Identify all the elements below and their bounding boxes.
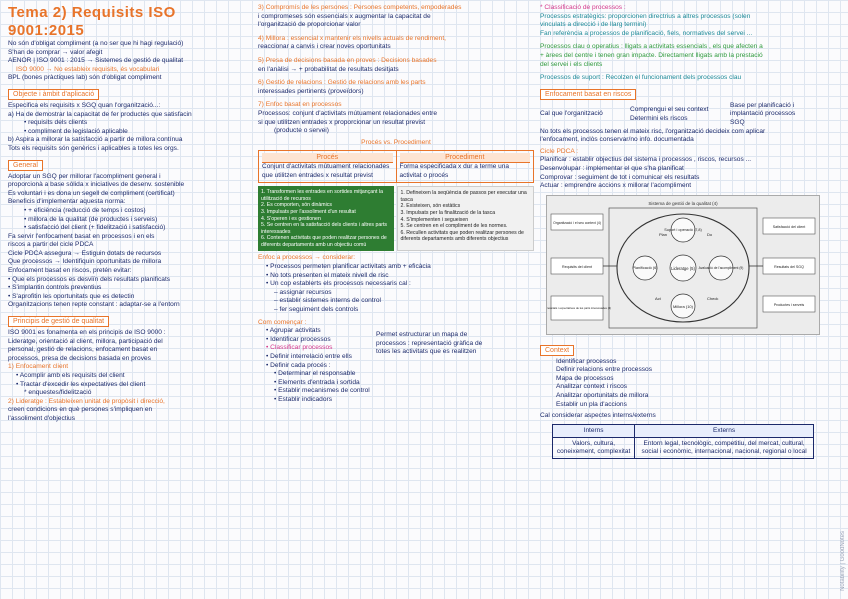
riscos-mid-line: Comprengui el seu context <box>630 106 709 114</box>
proces-column <box>259 151 397 182</box>
general-line: Cicle PDCA assegura → Estiguin dotats de recursos <box>8 249 162 257</box>
procediment-char: 4. S'implementen i segueixen <box>400 216 469 223</box>
page-title: Tema 2) Requisits ISO 9001:2015 <box>8 4 176 39</box>
general-line: • + eficiència (reducció de temps i costos) <box>24 206 146 214</box>
comencar-note-line: processos : representació gràfica de <box>376 339 483 347</box>
principis-line: personal, gestió de relacions, enfocament basat en <box>8 346 158 354</box>
comencar-line: • Establir indicadors <box>274 395 333 403</box>
riscos-right-line: SGQ <box>730 118 745 126</box>
proces-char: 5. Se centren en la satisfacció dels clients i altres parts interessades <box>261 222 388 235</box>
principis-line: • Acomplir amb els requisits del client <box>16 372 125 379</box>
support-label: Suport i operació (7,8) <box>664 227 702 232</box>
riscos-right-line: Base per planificació i <box>730 101 795 109</box>
intro-line: No són d'obligat compliment (a no ser que hi hagi regulació) <box>8 40 184 47</box>
objecte-line: • requisits dels clients <box>24 119 88 127</box>
comencar-note <box>376 327 534 404</box>
objecte-line: a) Ha de demostrar la capacitat de fer productes que satisfacin <box>8 110 192 118</box>
section-heading-general: General <box>8 160 43 171</box>
general-line: Organitzacions tenen repte constant : adaptar-se a l'entorn <box>8 301 180 309</box>
intro-line: AENOR | ISO 9001 : 2015 → Sistemes de gestió de qualitat <box>8 57 184 65</box>
principis-line: Lideratge, orientació al client, millora, participació del <box>8 337 163 345</box>
productes-box: Productes i serveis <box>773 302 805 307</box>
principis-line: ISO 9001 es fonamenta en els principis de ISO 9000 : <box>8 329 166 337</box>
pdca-d: Do <box>707 231 713 237</box>
enfoc-line: – fer seguiment dels controls <box>274 306 359 314</box>
pdca-line: Actuar : emprendre accions x millorar l'acompliment <box>540 182 692 190</box>
comencar-line: • Agrupar activitats <box>266 327 321 335</box>
enfoc-line: – establir sistemes interns de control <box>274 297 382 305</box>
enfoc-line: • No tots presenten el mateix nivell de risc <box>266 271 389 279</box>
principis-cont-line: 7) Enfoc basat en processos <box>258 101 342 109</box>
satisfaccio-box: Satisfacció del client <box>772 224 806 229</box>
section-heading-objecte: Objecte i àmbit d'aplicació <box>8 89 99 100</box>
procediment-column <box>397 151 534 182</box>
principis-cont-line: (producte o servei) <box>274 127 329 135</box>
principis-cont-line: l'organització de proporcionar valor <box>258 21 361 29</box>
general-line: Adoptar un SGQ per millorar l'acompliment general i <box>8 172 161 180</box>
comencar-line: • Determinar el responsable <box>274 370 356 378</box>
externs-header: Externs <box>635 424 814 437</box>
procediment-characteristics-box <box>397 186 535 251</box>
principis-line: • Tractar d'excedir les expectatives del client <box>16 380 146 388</box>
intro-line: S'han de comprar → valor afegit <box>8 48 103 56</box>
column-left <box>8 4 254 595</box>
objecte-line: • compliment de legislació aplicable <box>24 127 128 135</box>
context-line: Establir un pla d'accions <box>556 400 627 408</box>
act-label: Millora (10) <box>672 303 694 309</box>
proces-char: 2. Es comporten, són dinàmics <box>261 202 332 209</box>
general-line: Fa servir l'enfocament basat en processos i en els <box>8 232 155 240</box>
context-line: Analitzar oportunitats de millora <box>556 392 649 400</box>
pdca-diagram <box>546 195 820 335</box>
procediment-char: 1. Defineixen la seqüència de passos per executar una tasca <box>400 190 527 203</box>
general-line: • Que els processos es desviïn dels resultats planificats <box>8 275 171 283</box>
proces-char: 6. Contenen activitats que poden realitzar persones de diferents departaments amb un objectiu comú <box>261 235 387 248</box>
interns-externs-table <box>552 424 814 460</box>
principis-line: processos, presa de decisions basada en proves <box>8 354 151 362</box>
classificacio-line: vinculats a direcció i de llarg termini) <box>540 21 647 29</box>
riscos-line: No tots els processos tenen el mateix risc, l'organització decideix com aplicar <box>540 127 766 135</box>
section-heading-principis: Principis de gestió de qualitat <box>8 316 109 327</box>
comencar-list <box>258 327 376 404</box>
comencar-block <box>258 327 534 404</box>
proces-procediment-image <box>258 186 534 251</box>
general-line: • satisfacció del client (+ fidelització i satisfacció) <box>24 224 166 232</box>
brand-watermark: Notability | GoodNotes <box>840 531 846 591</box>
principis-line: * enquestes/fidelització <box>24 389 92 397</box>
general-line: • S'aprofitin les oportunitats que es detectin <box>8 292 135 300</box>
principis-cont-line: interessades pertinents (proveïdors) <box>258 87 364 95</box>
procediment-char: 2. Existeixen, són estàtics <box>400 203 461 210</box>
riscos-block <box>540 102 832 128</box>
proces-char: 4. S'operen i es gestionen <box>261 215 321 222</box>
interns-header: Interns <box>553 424 635 437</box>
comencar-note-line: Permet estructurar un mapa de <box>376 331 468 339</box>
column-middle <box>258 4 534 595</box>
requisits-box: Requisits del client <box>562 264 592 269</box>
principis-cont-line: 3) Compromís de les persones : Persones competents, empoderades <box>258 4 462 11</box>
context-line: Definir relacions entre processos <box>556 366 653 374</box>
objecte-line: Tots els requisits són genèrics i aplicables a totes les orgs. <box>8 144 179 152</box>
riscos-right <box>730 102 832 128</box>
principis-cont-line: i compromeses són essencials x augmentar la capacitat de <box>258 12 431 20</box>
pdca-line: Comprovar : seguiment de tot i comunicar els resultats <box>540 173 700 181</box>
riscos-question: Cal que l'organització <box>540 110 603 118</box>
principis-cont-line: en l'anàlisi → + probabilitat de resultats desitjats <box>258 65 399 73</box>
principis-cont-line: 4) Millora : essencial x mantenir els nivells actuals de rendiment, <box>258 34 447 42</box>
procediment-char: 3. Impulsats per la finalització de la tasca <box>400 209 496 216</box>
objecte-line: b) Aspira a millorar la satisfacció a partir de millora contínua <box>8 136 183 144</box>
principis-cont-line: Processos: conjunt d'activitats mútuament relacionades entre <box>258 109 438 117</box>
proces-text: Conjunt d'activitats mútuament relacionades que utilitzen entrades x resultat previst <box>262 163 390 179</box>
enfoc-line: • Processos permeten planificar activitats amb + eficàcia <box>266 263 431 271</box>
plan-label: Planificació (6) <box>632 265 658 270</box>
classificacio-heading: * Classificació de processos : <box>540 4 626 11</box>
pdca-diagram-svg <box>547 196 819 334</box>
classificacio-line: del servei i els clients <box>540 60 603 68</box>
context-line: Analitzar context i riscos <box>556 383 628 391</box>
principis-cont-line: si que utilitzen entrades x proporcionar un resultat previst <box>258 118 426 126</box>
procediment-char: 6. Recullen activitats que poden realitzar persones de diferents departaments amb diferents objectius <box>400 229 524 243</box>
principis-cont-line: 6) Gestió de relacions : Gestió de relacions amb les parts <box>258 79 426 87</box>
comencar-note-line: totes les activitats que es realitzen <box>376 348 477 356</box>
general-line: • millora de la qualitat (de productes i serveis) <box>24 215 158 223</box>
general-line: Que processos → Identifiquin oportunitats de millora <box>8 258 162 266</box>
riscos-mid <box>630 106 730 123</box>
general-line: Beneficis d'implementar aquesta norma: <box>8 198 126 206</box>
principis-line: 2) Lideratge : Estableixen unitat de propòsit i direcció, <box>8 397 165 405</box>
diagram-title: Sistema de gestió de la qualitat (4) <box>648 200 718 206</box>
procediment-text: Forma especificada x dur a terme una activitat o procés <box>399 163 509 179</box>
principis-line: creen condicions en què persones s'impliquen en <box>8 406 153 414</box>
comencar-line: • Elements d'entrada i sortida <box>274 378 360 386</box>
context-table-title: Cal considerar aspectes interns/externs <box>540 412 656 420</box>
intro-line: BPL (bones pràctiques lab) són d'obligat compliment <box>8 74 162 82</box>
proces-char: 3. Impulsats per l'assoliment d'un resultat <box>261 208 356 215</box>
proces-vs-procediment-table <box>258 150 534 183</box>
general-line: És voluntari i es dona un segell de compliment (certificat) <box>8 189 175 197</box>
comencar-line: • Identificar processos <box>266 335 331 343</box>
context-line: Mapa de processos <box>556 374 614 382</box>
enfoc-line: • Un cop establerts els processos necessaris cal : <box>266 280 411 288</box>
classificacio-line: Processos clau o operatius : lligats a activitats essencials , els que afecten a <box>540 43 763 51</box>
general-line: proporcionà a base sòlida x iniciatives de desenv. sostenible <box>8 181 185 189</box>
proces-header: Procés <box>262 153 393 163</box>
comencar-line: • Classificar processos <box>266 344 333 352</box>
pdca-line: Desenvolupar : implementar el que s'ha planificat <box>540 164 684 172</box>
classificacio-line: + àrees del centre i tenen gran impacte. Directament lligats amb la prestació <box>540 51 763 59</box>
pdca-c: Check <box>707 295 719 301</box>
principis-cont-line: reaccionar a canvis i crear noves oportunitats <box>258 43 391 51</box>
general-line: Enfocament basat en riscos, pretén evitar: <box>8 267 132 275</box>
general-line: • S'implantin controls preventius <box>8 284 102 292</box>
lideratge-label: Lideratge (5) <box>671 265 695 271</box>
enfoc-line: – assignar recursos <box>274 288 332 296</box>
classificacio-line: Processos estratègics: proporcionen directrius a altres processos (solen <box>540 12 751 20</box>
comencar-heading: Com començar : <box>258 318 307 326</box>
comencar-line: • Establir mecanismes de control <box>274 387 370 395</box>
externs-cell: Entorn legal, tecnològic, competitiu, del mercat, cultural, social i econòmic, internacional, nacional, regional o local <box>635 438 814 459</box>
intro-line: ISO 9000 → No estableix requisits, és vocabulari <box>16 65 160 73</box>
pdca-p: Plan <box>659 231 668 237</box>
riscos-line: l'enfocament, inclòs conservar/no info. documentada <box>540 136 694 144</box>
riscos-right-line: implantació processos <box>730 110 796 118</box>
comencar-line: • Definir cada procés : <box>266 361 331 369</box>
section-heading-context: Context <box>540 345 574 356</box>
context-box: Organització i el seu context (4) <box>553 220 601 225</box>
column-right <box>540 4 832 595</box>
pdca-heading: Cicle PDCA : <box>540 147 579 155</box>
classificacio-line: Processos de suport : Recolzen el funcionament dels processos clau <box>540 74 742 82</box>
section-heading-riscos: Enfocament basat en riscos <box>540 89 636 100</box>
pdca-a: Act <box>655 295 661 301</box>
general-line: riscos a partir del cicle PDCA <box>8 241 94 249</box>
proces-char: 1. Transformen les entrades en sortides mitjançant la utilització de recursos <box>261 189 383 202</box>
principis-line: l'assoliment d'objectius <box>8 414 76 422</box>
enfoc-heading: Enfoc a processos → considerar: <box>258 254 356 262</box>
procediment-header: Procediment <box>400 153 531 163</box>
proces-characteristics-box <box>258 186 394 251</box>
interns-cell: Valors, cultura, coneixement, complexitat <box>553 438 635 459</box>
check-label: Avaluació de l'acompliment (9) <box>698 265 744 270</box>
context-line: Identificar processos <box>556 357 617 365</box>
objecte-line: Especifica els requisits x SGQ quan l'organització...: <box>8 101 161 109</box>
resultats-box: Resultats del SGQ <box>774 264 804 269</box>
procediment-char: 5. Se centren en el compliment de les normes. <box>400 223 508 230</box>
pdca-line: Planificar : establir objectius del sistema i processos , riscos, recursos ... <box>540 156 752 164</box>
principis-line: 1) Enfocament client <box>8 363 69 371</box>
principis-cont-line: 5) Presa de decisions basada en proves : Decisions basades <box>258 56 437 64</box>
parts-box: Necessitats i expectatives de les parts interessades (4) <box>547 305 612 310</box>
proces-vs-heading: Procés vs. Procediment <box>361 138 431 146</box>
classificacio-line: Fan referència a processos de planificació, fiels, normatives del servei ... <box>540 29 753 37</box>
comencar-line: • Definir interrelació entre ells <box>266 353 352 360</box>
riscos-mid-line: Determini els riscos <box>630 114 688 122</box>
